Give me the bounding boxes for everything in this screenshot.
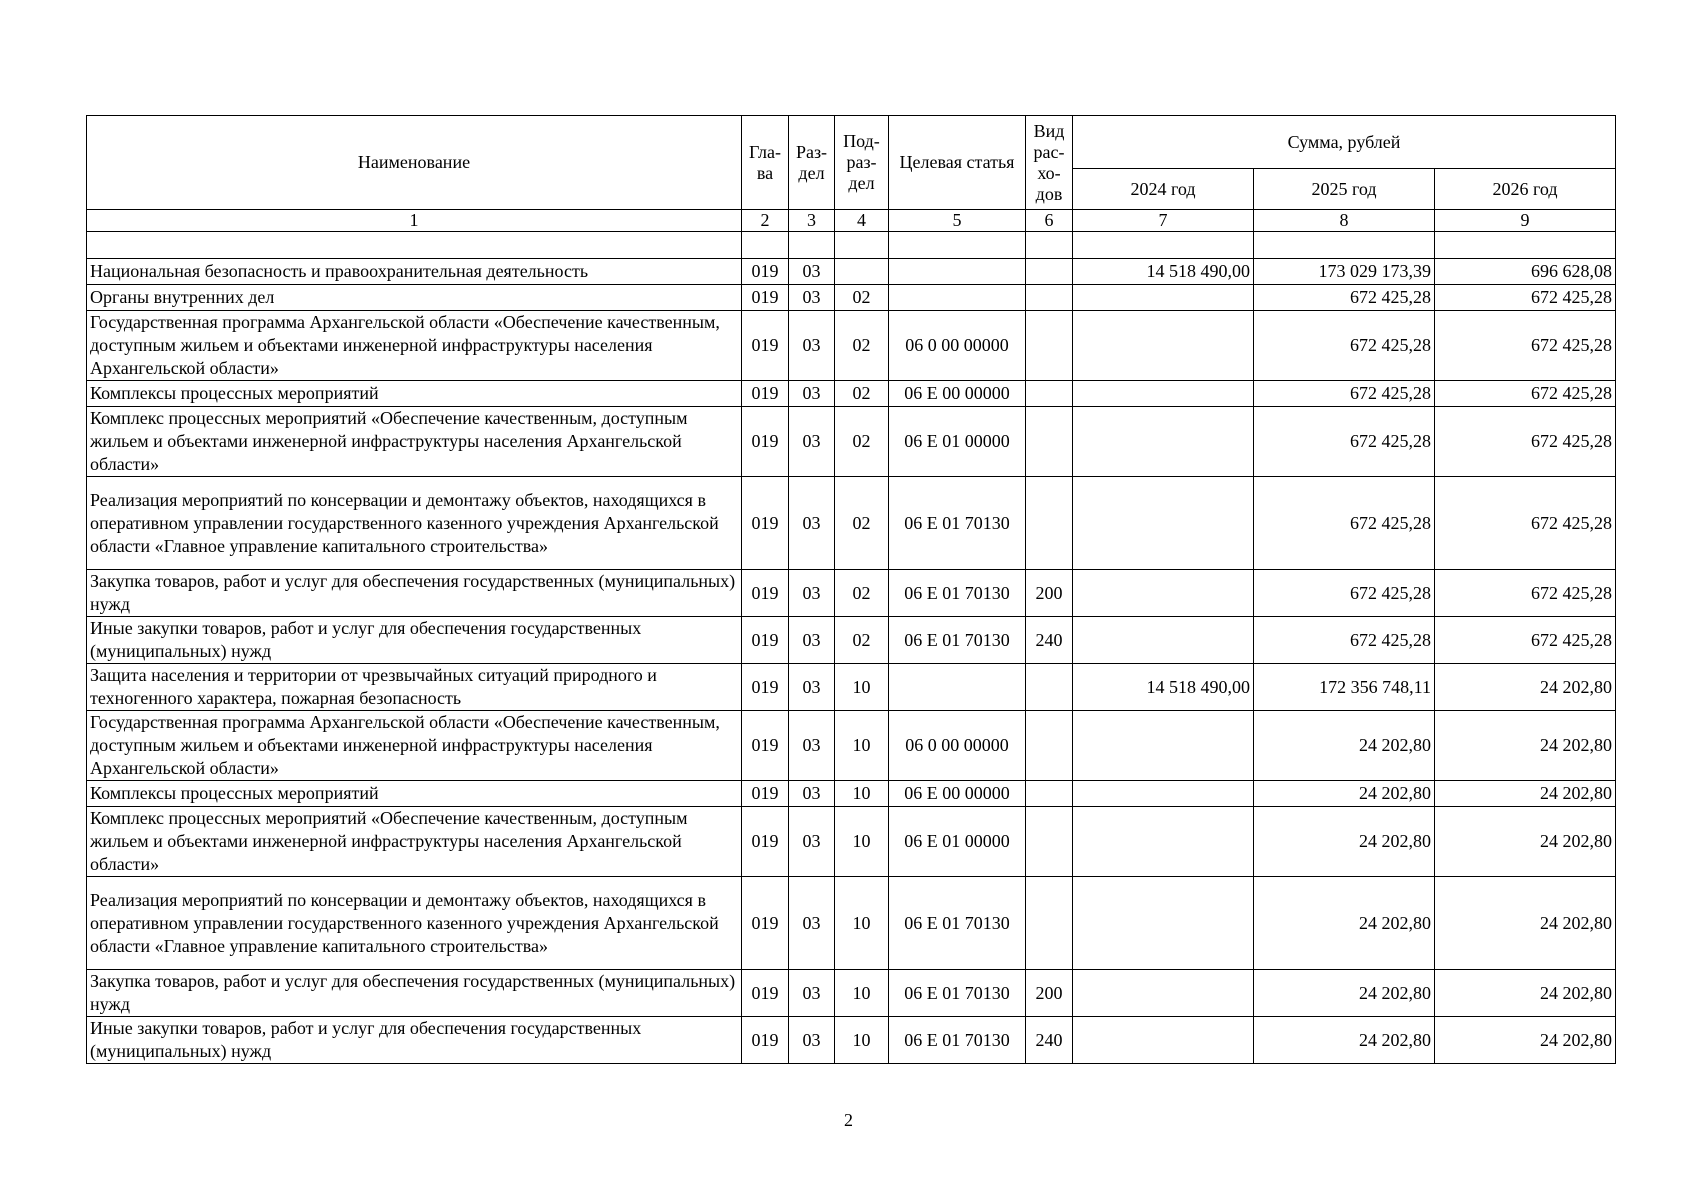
row-2026: 24 202,80 (1435, 664, 1616, 711)
row-razdel: 03 (789, 311, 835, 381)
row-glava: 019 (742, 970, 789, 1017)
row-tselevaya: 06 0 00 00000 (889, 311, 1026, 381)
row-name: Органы внутренних дел (87, 285, 742, 311)
row-tselevaya: 06 0 00 00000 (889, 711, 1026, 781)
row-podrazdel: 02 (835, 285, 889, 311)
row-razdel: 03 (789, 781, 835, 807)
row-2025: 672 425,28 (1254, 477, 1435, 570)
row-vid: 240 (1026, 617, 1073, 664)
row-vid (1026, 477, 1073, 570)
row-2026: 672 425,28 (1435, 617, 1616, 664)
row-tselevaya (889, 259, 1026, 285)
row-2026: 24 202,80 (1435, 1017, 1616, 1064)
row-glava: 019 (742, 617, 789, 664)
row-vid (1026, 807, 1073, 877)
row-razdel: 03 (789, 285, 835, 311)
row-name: Комплекс процессных мероприятий «Обеспечение качественным, доступным жильем и объектами инженерной инфраструктуры населения Архангельской области» (87, 807, 742, 877)
row-2026: 24 202,80 (1435, 807, 1616, 877)
row-vid (1026, 877, 1073, 970)
header-glava: Гла- ва (742, 116, 789, 210)
row-tselevaya: 06 Е 01 70130 (889, 570, 1026, 617)
row-tselevaya: 06 Е 00 00000 (889, 781, 1026, 807)
row-tselevaya: 06 Е 01 70130 (889, 877, 1026, 970)
row-name: Иные закупки товаров, работ и услуг для обеспечения государственных (муниципальных) нужд (87, 617, 742, 664)
table-body (87, 232, 1616, 1064)
row-vid (1026, 259, 1073, 285)
row-2024 (1073, 311, 1254, 381)
row-glava: 019 (742, 807, 789, 877)
column-number: 7 (1073, 210, 1254, 232)
table-row (87, 970, 1616, 1017)
row-glava: 019 (742, 570, 789, 617)
row-name: Закупка товаров, работ и услуг для обеспечения государственных (муниципальных) нужд (87, 570, 742, 617)
table-row (87, 781, 1616, 807)
row-2025: 672 425,28 (1254, 311, 1435, 381)
row-2025: 172 356 748,11 (1254, 664, 1435, 711)
row-2024 (1073, 877, 1254, 970)
header-vid-raskhodov: Вид рас- хо- дов (1026, 116, 1073, 210)
column-number-row (87, 210, 1616, 232)
row-razdel: 03 (789, 711, 835, 781)
row-2025: 24 202,80 (1254, 970, 1435, 1017)
header-summa: Сумма, рублей (1073, 116, 1616, 169)
table-row (87, 664, 1616, 711)
row-2026: 672 425,28 (1435, 407, 1616, 477)
row-podrazdel: 10 (835, 664, 889, 711)
column-number: 6 (1026, 210, 1073, 232)
row-podrazdel: 02 (835, 407, 889, 477)
row-podrazdel: 02 (835, 381, 889, 407)
row-2025: 24 202,80 (1254, 1017, 1435, 1064)
column-number: 2 (742, 210, 789, 232)
row-razdel: 03 (789, 381, 835, 407)
row-2025: 24 202,80 (1254, 877, 1435, 970)
row-razdel: 03 (789, 259, 835, 285)
spacer-row (87, 232, 1616, 259)
row-2024 (1073, 781, 1254, 807)
row-glava: 019 (742, 1017, 789, 1064)
row-2026: 24 202,80 (1435, 970, 1616, 1017)
row-vid: 200 (1026, 970, 1073, 1017)
row-podrazdel: 10 (835, 781, 889, 807)
row-vid (1026, 381, 1073, 407)
header-podrazdel: Под- раз- дел (835, 116, 889, 210)
table-row (87, 807, 1616, 877)
table-row (87, 617, 1616, 664)
row-tselevaya: 06 Е 01 00000 (889, 807, 1026, 877)
table-row (87, 311, 1616, 381)
row-name: Реализация мероприятий по консервации и демонтажу объектов, находящихся в оперативном управлении государственного казенного учреждения Архангельской области «Главное управление капитального строительства» (87, 477, 742, 570)
row-2024 (1073, 477, 1254, 570)
row-2024 (1073, 1017, 1254, 1064)
row-glava: 019 (742, 311, 789, 381)
row-2024 (1073, 617, 1254, 664)
table-row (87, 285, 1616, 311)
row-razdel: 03 (789, 1017, 835, 1064)
row-name: Закупка товаров, работ и услуг для обеспечения государственных (муниципальных) нужд (87, 970, 742, 1017)
row-glava: 019 (742, 781, 789, 807)
row-2024 (1073, 970, 1254, 1017)
row-tselevaya (889, 285, 1026, 311)
row-2026: 672 425,28 (1435, 285, 1616, 311)
row-vid: 200 (1026, 570, 1073, 617)
row-glava: 019 (742, 259, 789, 285)
row-name: Реализация мероприятий по консервации и демонтажу объектов, находящихся в оперативном управлении государственного казенного учреждения Архангельской области «Главное управление капитального строительства» (87, 877, 742, 970)
row-2024 (1073, 807, 1254, 877)
row-razdel: 03 (789, 807, 835, 877)
page-number: 2 (844, 1110, 853, 1130)
row-podrazdel: 02 (835, 617, 889, 664)
row-glava: 019 (742, 877, 789, 970)
header-razdel: Раз- дел (789, 116, 835, 210)
row-2025: 672 425,28 (1254, 617, 1435, 664)
table-row (87, 570, 1616, 617)
row-2025: 24 202,80 (1254, 807, 1435, 877)
row-tselevaya: 06 Е 00 00000 (889, 381, 1026, 407)
row-vid (1026, 407, 1073, 477)
header-year-2025: 2025 год (1254, 169, 1435, 210)
table-row (87, 259, 1616, 285)
row-name: Комплексы процессных мероприятий (87, 381, 742, 407)
row-glava: 019 (742, 285, 789, 311)
row-2026: 672 425,28 (1435, 570, 1616, 617)
row-glava: 019 (742, 381, 789, 407)
row-razdel: 03 (789, 617, 835, 664)
header-year-2024: 2024 год (1073, 169, 1254, 210)
row-2024 (1073, 285, 1254, 311)
row-2026: 24 202,80 (1435, 711, 1616, 781)
row-2026: 696 628,08 (1435, 259, 1616, 285)
row-2025: 672 425,28 (1254, 570, 1435, 617)
column-number: 1 (87, 210, 742, 232)
header-name: Наименование (87, 116, 742, 210)
row-2024: 14 518 490,00 (1073, 259, 1254, 285)
row-razdel: 03 (789, 970, 835, 1017)
row-2025: 24 202,80 (1254, 781, 1435, 807)
row-podrazdel: 02 (835, 311, 889, 381)
row-2026: 672 425,28 (1435, 311, 1616, 381)
column-number: 3 (789, 210, 835, 232)
column-number: 8 (1254, 210, 1435, 232)
row-2026: 672 425,28 (1435, 381, 1616, 407)
row-2024 (1073, 570, 1254, 617)
row-razdel: 03 (789, 407, 835, 477)
row-2025: 173 029 173,39 (1254, 259, 1435, 285)
row-podrazdel: 10 (835, 877, 889, 970)
row-podrazdel: 02 (835, 477, 889, 570)
row-glava: 019 (742, 664, 789, 711)
row-2024 (1073, 711, 1254, 781)
row-vid: 240 (1026, 1017, 1073, 1064)
row-podrazdel: 10 (835, 970, 889, 1017)
header-tselevaya-statya: Целевая статья (889, 116, 1026, 210)
row-name: Комплексы процессных мероприятий (87, 781, 742, 807)
row-2025: 672 425,28 (1254, 381, 1435, 407)
row-vid (1026, 285, 1073, 311)
row-razdel: 03 (789, 664, 835, 711)
row-name: Государственная программа Архангельской области «Обеспечение качественным, доступным жильем и объектами инженерной инфраструктуры населения Архангельской области» (87, 711, 742, 781)
row-vid (1026, 711, 1073, 781)
row-podrazdel (835, 259, 889, 285)
row-podrazdel: 10 (835, 807, 889, 877)
row-glava: 019 (742, 407, 789, 477)
row-tselevaya (889, 664, 1026, 711)
table-header (87, 116, 1616, 232)
row-vid (1026, 664, 1073, 711)
row-tselevaya: 06 Е 01 70130 (889, 617, 1026, 664)
row-2024: 14 518 490,00 (1073, 664, 1254, 711)
row-podrazdel: 10 (835, 1017, 889, 1064)
row-glava: 019 (742, 477, 789, 570)
table-row (87, 1017, 1616, 1064)
row-tselevaya: 06 Е 01 00000 (889, 407, 1026, 477)
table-row (87, 477, 1616, 570)
row-tselevaya: 06 Е 01 70130 (889, 477, 1026, 570)
column-number: 5 (889, 210, 1026, 232)
row-tselevaya: 06 Е 01 70130 (889, 1017, 1026, 1064)
table-row (87, 381, 1616, 407)
column-number: 4 (835, 210, 889, 232)
table-row (87, 877, 1616, 970)
budget-table (86, 115, 1616, 1064)
row-razdel: 03 (789, 570, 835, 617)
row-2024 (1073, 407, 1254, 477)
row-2025: 672 425,28 (1254, 285, 1435, 311)
row-glava: 019 (742, 711, 789, 781)
row-2025: 672 425,28 (1254, 407, 1435, 477)
header-year-2026: 2026 год (1435, 169, 1616, 210)
row-vid (1026, 781, 1073, 807)
row-2026: 24 202,80 (1435, 781, 1616, 807)
table-row (87, 407, 1616, 477)
row-razdel: 03 (789, 877, 835, 970)
row-name: Комплекс процессных мероприятий «Обеспечение качественным, доступным жильем и объектами инженерной инфраструктуры населения Архангельской области» (87, 407, 742, 477)
row-razdel: 03 (789, 477, 835, 570)
row-podrazdel: 02 (835, 570, 889, 617)
row-vid (1026, 311, 1073, 381)
row-name: Защита населения и территории от чрезвычайных ситуаций природного и техногенного характера, пожарная безопасность (87, 664, 742, 711)
row-name: Государственная программа Архангельской области «Обеспечение качественным, доступным жильем и объектами инженерной инфраструктуры населения Архангельской области» (87, 311, 742, 381)
row-tselevaya: 06 Е 01 70130 (889, 970, 1026, 1017)
column-number: 9 (1435, 210, 1616, 232)
row-name: Национальная безопасность и правоохранительная деятельность (87, 259, 742, 285)
row-2025: 24 202,80 (1254, 711, 1435, 781)
row-2024 (1073, 381, 1254, 407)
row-2026: 672 425,28 (1435, 477, 1616, 570)
row-podrazdel: 10 (835, 711, 889, 781)
row-2026: 24 202,80 (1435, 877, 1616, 970)
row-name: Иные закупки товаров, работ и услуг для обеспечения государственных (муниципальных) нужд (87, 1017, 742, 1064)
table-row (87, 711, 1616, 781)
